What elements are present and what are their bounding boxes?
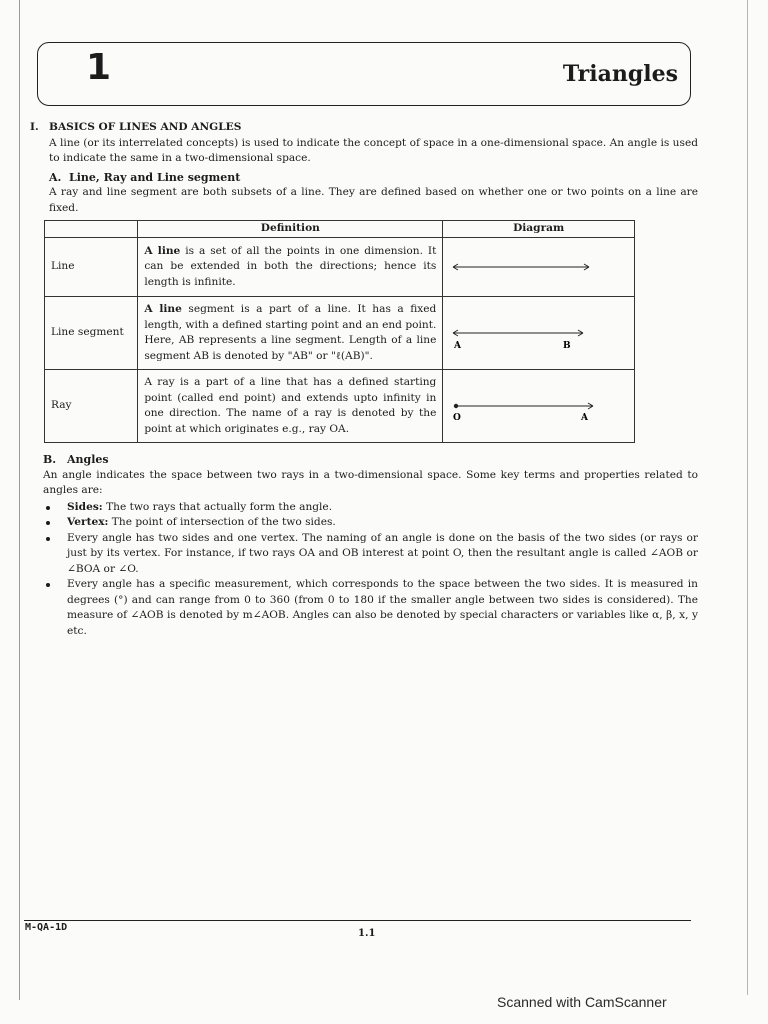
table-header-definition: Definition xyxy=(138,221,443,238)
footer-rule xyxy=(24,920,691,921)
bullet-text: The two rays that actually form the angle. xyxy=(102,500,333,513)
subsection-heading-B xyxy=(43,452,698,468)
point-label-A: A xyxy=(581,413,589,423)
list-item xyxy=(43,577,698,639)
def-rest: A ray is a part of a line that has a defined starting point (called end point) and extends upto infinity in one direction. The name of a ray is denoted by the point at which originates e.g., ray OA. xyxy=(144,376,437,435)
section-B-intro: An angle indicates the space between two rays in a two-dimensional space. Some key terms and properties related to angles are: xyxy=(43,468,698,496)
table-row xyxy=(45,238,635,297)
bullet-text: Every angle has two sides and one vertex. The naming of an angle is done on the basis of the two sides (or rays or just by its vertex. For instance, if two rays OA and OB interest at point O, then the resultant angle is called ∠AOB or ∠BOA or ∠O. xyxy=(67,531,698,575)
page-edge-left xyxy=(19,0,20,1000)
table-header-blank xyxy=(45,221,138,238)
section-A-intro: A ray and line segment are both subsets of a line. They are defined based on whether one or two points on a line are fixed. xyxy=(49,186,698,214)
page-number: 1.1 xyxy=(358,928,376,939)
table-definition xyxy=(138,297,443,370)
line-diagram xyxy=(443,238,633,296)
def-rest: is a set of all the points in one dimension. It can be extended in both the directions; hence its length is infinite. xyxy=(144,244,437,288)
table-term: Ray xyxy=(45,370,138,443)
point-label-B: B xyxy=(563,341,571,351)
page-edge-right xyxy=(747,0,748,995)
subsection-title: Line, Ray and Line segment xyxy=(69,170,241,184)
table-row xyxy=(45,297,635,370)
page-content xyxy=(30,120,698,639)
table-term: Line xyxy=(45,238,138,297)
list-item xyxy=(43,531,698,578)
chapter-title: Triangles xyxy=(562,61,678,87)
subsection-number: B. xyxy=(43,453,57,466)
bullet-lead: Sides: xyxy=(67,500,103,513)
table-header-row xyxy=(45,221,635,238)
chapter-number: 1 xyxy=(86,47,112,88)
list-item xyxy=(43,500,698,516)
section-I-intro: A line (or its interrelated concepts) is used to indicate the concept of space in a one-dimensional space. An angle is used to indicate the same in a two-dimensional space. xyxy=(49,136,698,164)
table-row xyxy=(45,370,635,443)
subsection-heading-A xyxy=(49,170,698,186)
point-label-A: A xyxy=(454,341,462,351)
subsection-title: Angles xyxy=(67,453,109,466)
def-rest: segment is a part of a line. It has a fixed length, with a defined starting point and an end point. Here, AB represents a line segment. Length of a line segment AB is denoted by "AB" or "ℓ(AB)". xyxy=(144,303,437,362)
ray-diagram xyxy=(443,370,633,442)
subsection-number: A. xyxy=(49,170,62,184)
bullet-text: Every angle has a specific measurement, which corresponds to the space between the two sides. It is measured in degrees (°) and can range from 0 to 360 (from 0 to 180 if the smaller angle between two sides is considered). The measure of ∠AOB is denoted by m∠AOB. Angles can also be denoted by special characters or variables like α, β, x, y etc. xyxy=(67,578,698,637)
table-definition xyxy=(138,370,443,443)
table-term: Line segment xyxy=(45,297,138,370)
scanner-watermark: Scanned with CamScanner xyxy=(497,994,667,1010)
bullet-text: The point of intersection of the two sides. xyxy=(108,516,336,528)
table-diagram-line xyxy=(443,238,635,297)
def-lead: A line xyxy=(144,303,182,315)
section-heading-I xyxy=(30,120,698,136)
table-diagram-segment xyxy=(443,297,635,370)
table-header-diagram: Diagram xyxy=(443,221,635,238)
bullet-lead: Vertex: xyxy=(67,516,109,528)
def-lead: A line xyxy=(144,244,181,257)
table-diagram-ray xyxy=(443,370,635,443)
chapter-header-box xyxy=(37,42,691,106)
footer-code: M-QA-1D xyxy=(25,922,68,933)
segment-diagram xyxy=(443,297,633,369)
point-label-O: O xyxy=(453,413,462,423)
angle-properties-list xyxy=(43,500,698,640)
list-item xyxy=(43,515,698,531)
definitions-table xyxy=(44,220,635,443)
section-title: BASICS OF LINES AND ANGLES xyxy=(49,121,242,133)
table-definition xyxy=(138,238,443,297)
section-number: I. xyxy=(30,121,39,133)
